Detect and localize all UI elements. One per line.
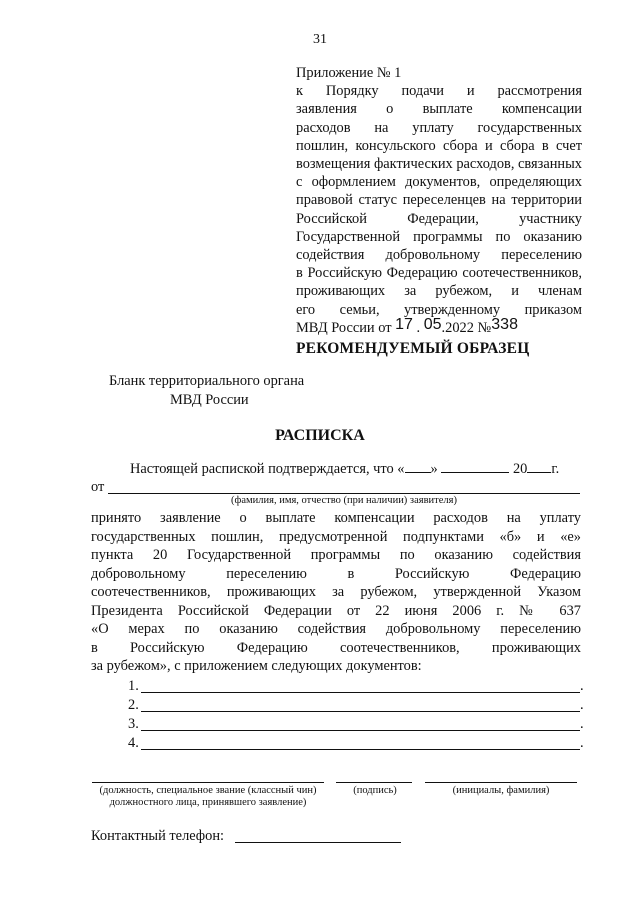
signature-caption: (подпись) (353, 785, 397, 796)
appendix-line: заявления о выплате компенсации (296, 101, 582, 118)
document-field-1[interactable] (141, 692, 580, 693)
order-month: 05 (423, 315, 442, 333)
body-line: «О мерах по оказанию содействия добровольному переселению (91, 621, 581, 637)
blank-line-1: Бланк территориального органа (109, 373, 305, 389)
body-line: в Российскую Федерацию соотечественников, проживающих (91, 639, 581, 656)
position-caption-line-2: должностного лица, принявшего заявление) (109, 797, 307, 808)
year-field[interactable] (527, 458, 551, 473)
year-suffix: г. (551, 461, 560, 477)
order-day: 17 (395, 315, 413, 333)
document-item-end: . (580, 678, 584, 694)
appendix-line: содействия добровольному переселению (296, 247, 582, 264)
initials-field[interactable] (425, 782, 577, 783)
body-line: добровольному переселению в Российскую Федерацию (91, 565, 581, 582)
body-paragraph (91, 509, 581, 676)
signature-field[interactable] (336, 782, 412, 783)
applicant-name-caption: (фамилия, имя, отчество (при наличии) заявителя) (231, 495, 457, 506)
from-label: от (91, 479, 105, 495)
document-field-4[interactable] (141, 749, 580, 750)
appendix-line: проживающих за рубежом, и членам (296, 283, 582, 300)
appendix-line: в Российскую Федерацию соотечественников, (296, 265, 582, 282)
order-number-label: № (477, 319, 492, 336)
appendix-line: Российской Федерации, участнику (296, 210, 582, 227)
appendix-line: его семьи, утвержденному приказом (296, 301, 582, 318)
initials-caption: (инициалы, фамилия) (452, 785, 550, 796)
document-item-number: 2. (128, 697, 139, 713)
document-field-3[interactable] (141, 730, 580, 731)
day-field[interactable] (405, 458, 431, 473)
appendix-block (296, 64, 582, 337)
body-line: соотечественников, проживающих за рубежом, утвержденной Указом (91, 584, 581, 600)
appendix-line: правовой статус переселенцев на территории (296, 192, 582, 209)
document-item-end: . (580, 716, 584, 732)
order-prefix: МВД России от (296, 319, 392, 336)
position-caption-line-1: (должность, специальное звание (классный чин) (99, 785, 317, 796)
document-item-number: 3. (128, 716, 139, 732)
confirm-text: Настоящей распиской подтверждается, что « (130, 461, 405, 477)
year-prefix: 20 (512, 461, 528, 477)
appendix-line: пошлин, консульского сбора и сбора в счет (296, 137, 582, 154)
appendix-line: к Порядку подачи и рассмотрения (296, 83, 582, 100)
body-line: за рубежом», с приложением следующих документов: (91, 658, 422, 674)
appendix-title: Приложение № 1 (296, 65, 402, 81)
body-line: пункта 20 Государственной программы по оказанию содействия (91, 547, 581, 563)
position-caption (85, 785, 331, 809)
document-item-end: . (580, 735, 584, 751)
appendix-line: с оформлением документов, определяющих (296, 174, 582, 191)
document-item-number: 4. (128, 735, 139, 751)
page-number: 31 (313, 32, 327, 47)
confirm-close-quote: » (430, 461, 438, 477)
document-item-end: . (580, 697, 584, 713)
order-number: 338 (491, 315, 518, 333)
appendix-line: Государственной программы по оказанию (296, 228, 582, 245)
body-line: государственных пошлин, предусмотренной подпунктами «б» и «е» (91, 528, 581, 545)
appendix-line: расходов на уплату государственных (296, 119, 582, 136)
appendix-line: возмещения фактических расходов, связанных (296, 156, 582, 173)
order-reference: МВД России от 17 . 05.2022 №338 (296, 315, 518, 336)
month-field[interactable] (441, 458, 509, 473)
recommended-sample-label: РЕКОМЕНДУЕМЫЙ ОБРАЗЕЦ (296, 340, 530, 357)
order-year: .2022 (441, 319, 474, 336)
phone-field[interactable] (235, 842, 401, 843)
position-field[interactable] (92, 782, 324, 783)
document-field-2[interactable] (141, 711, 580, 712)
body-line: принято заявление о выплате компенсации расходов на уплату (91, 510, 581, 526)
blank-line-2: МВД России (170, 392, 249, 408)
document-heading: РАСПИСКА (275, 427, 365, 444)
confirm-line (130, 458, 559, 478)
phone-label: Контактный телефон: (91, 828, 225, 844)
body-line: Президента Российской Федерации от 22 июня 2006 г. № 637 (91, 602, 581, 619)
document-item-number: 1. (128, 678, 139, 694)
applicant-name-field[interactable] (108, 493, 580, 494)
